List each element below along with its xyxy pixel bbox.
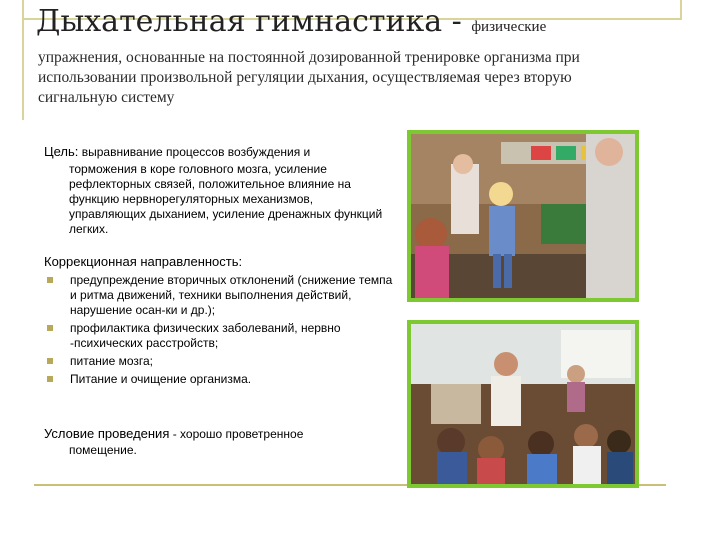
photo-group-lesson-image bbox=[411, 324, 635, 484]
list-item-text: предупреждение вторичных отклонений (снижение темпа и ритма движений, техники выполнения действий, нарушение осан-ки и др.); bbox=[70, 273, 393, 317]
goal-text: торможения в коре головного мозга, усиление рефлекторных связей, положительное влияние на функцию нервнорегуляторных механизмов, управляющих дыханием, усиление дренажных функций легких. bbox=[69, 162, 383, 236]
goal-label: Цель: bbox=[44, 144, 79, 159]
list-item bbox=[44, 354, 394, 369]
list-item bbox=[44, 321, 394, 351]
condition-first-line: - хорошо проветренное bbox=[169, 427, 304, 441]
slide-title bbox=[36, 4, 676, 39]
photo-children-exercise-image bbox=[411, 134, 635, 298]
list-item-text: питание мозга; bbox=[70, 354, 153, 368]
list-item bbox=[44, 273, 394, 318]
goal-first-line: выравнивание процессов возбуждения и bbox=[78, 145, 311, 159]
bullet-icon bbox=[47, 376, 53, 382]
list-item-text: Питание и очищение организма. bbox=[70, 372, 252, 386]
condition-label: Условие проведения bbox=[44, 426, 170, 441]
correction-list bbox=[44, 273, 394, 390]
slide-subtitle: упражнения, основанные на постоянной дозированной тренировке организма при использовании произвольной регуляции дыхания, осуществляемая через вторую сигнальную систему bbox=[38, 49, 580, 106]
title-main: Дыхательная гимнастика - bbox=[36, 4, 472, 39]
condition-block bbox=[44, 426, 394, 458]
list-item bbox=[44, 372, 394, 387]
list-item-text: профилактика физических заболеваний, нервно -психических расстройств; bbox=[70, 321, 341, 350]
bullet-icon bbox=[47, 358, 53, 364]
bullet-icon bbox=[47, 277, 53, 283]
photo-group-lesson bbox=[407, 320, 639, 488]
title-tail: физические bbox=[471, 19, 547, 35]
correction-heading: Коррекционная направленность: bbox=[44, 254, 243, 269]
condition-text: помещение. bbox=[69, 443, 137, 457]
photo-children-exercise bbox=[407, 130, 639, 302]
bullet-icon bbox=[47, 325, 53, 331]
goal-block bbox=[44, 144, 384, 237]
frame-right-line bbox=[680, 0, 682, 18]
